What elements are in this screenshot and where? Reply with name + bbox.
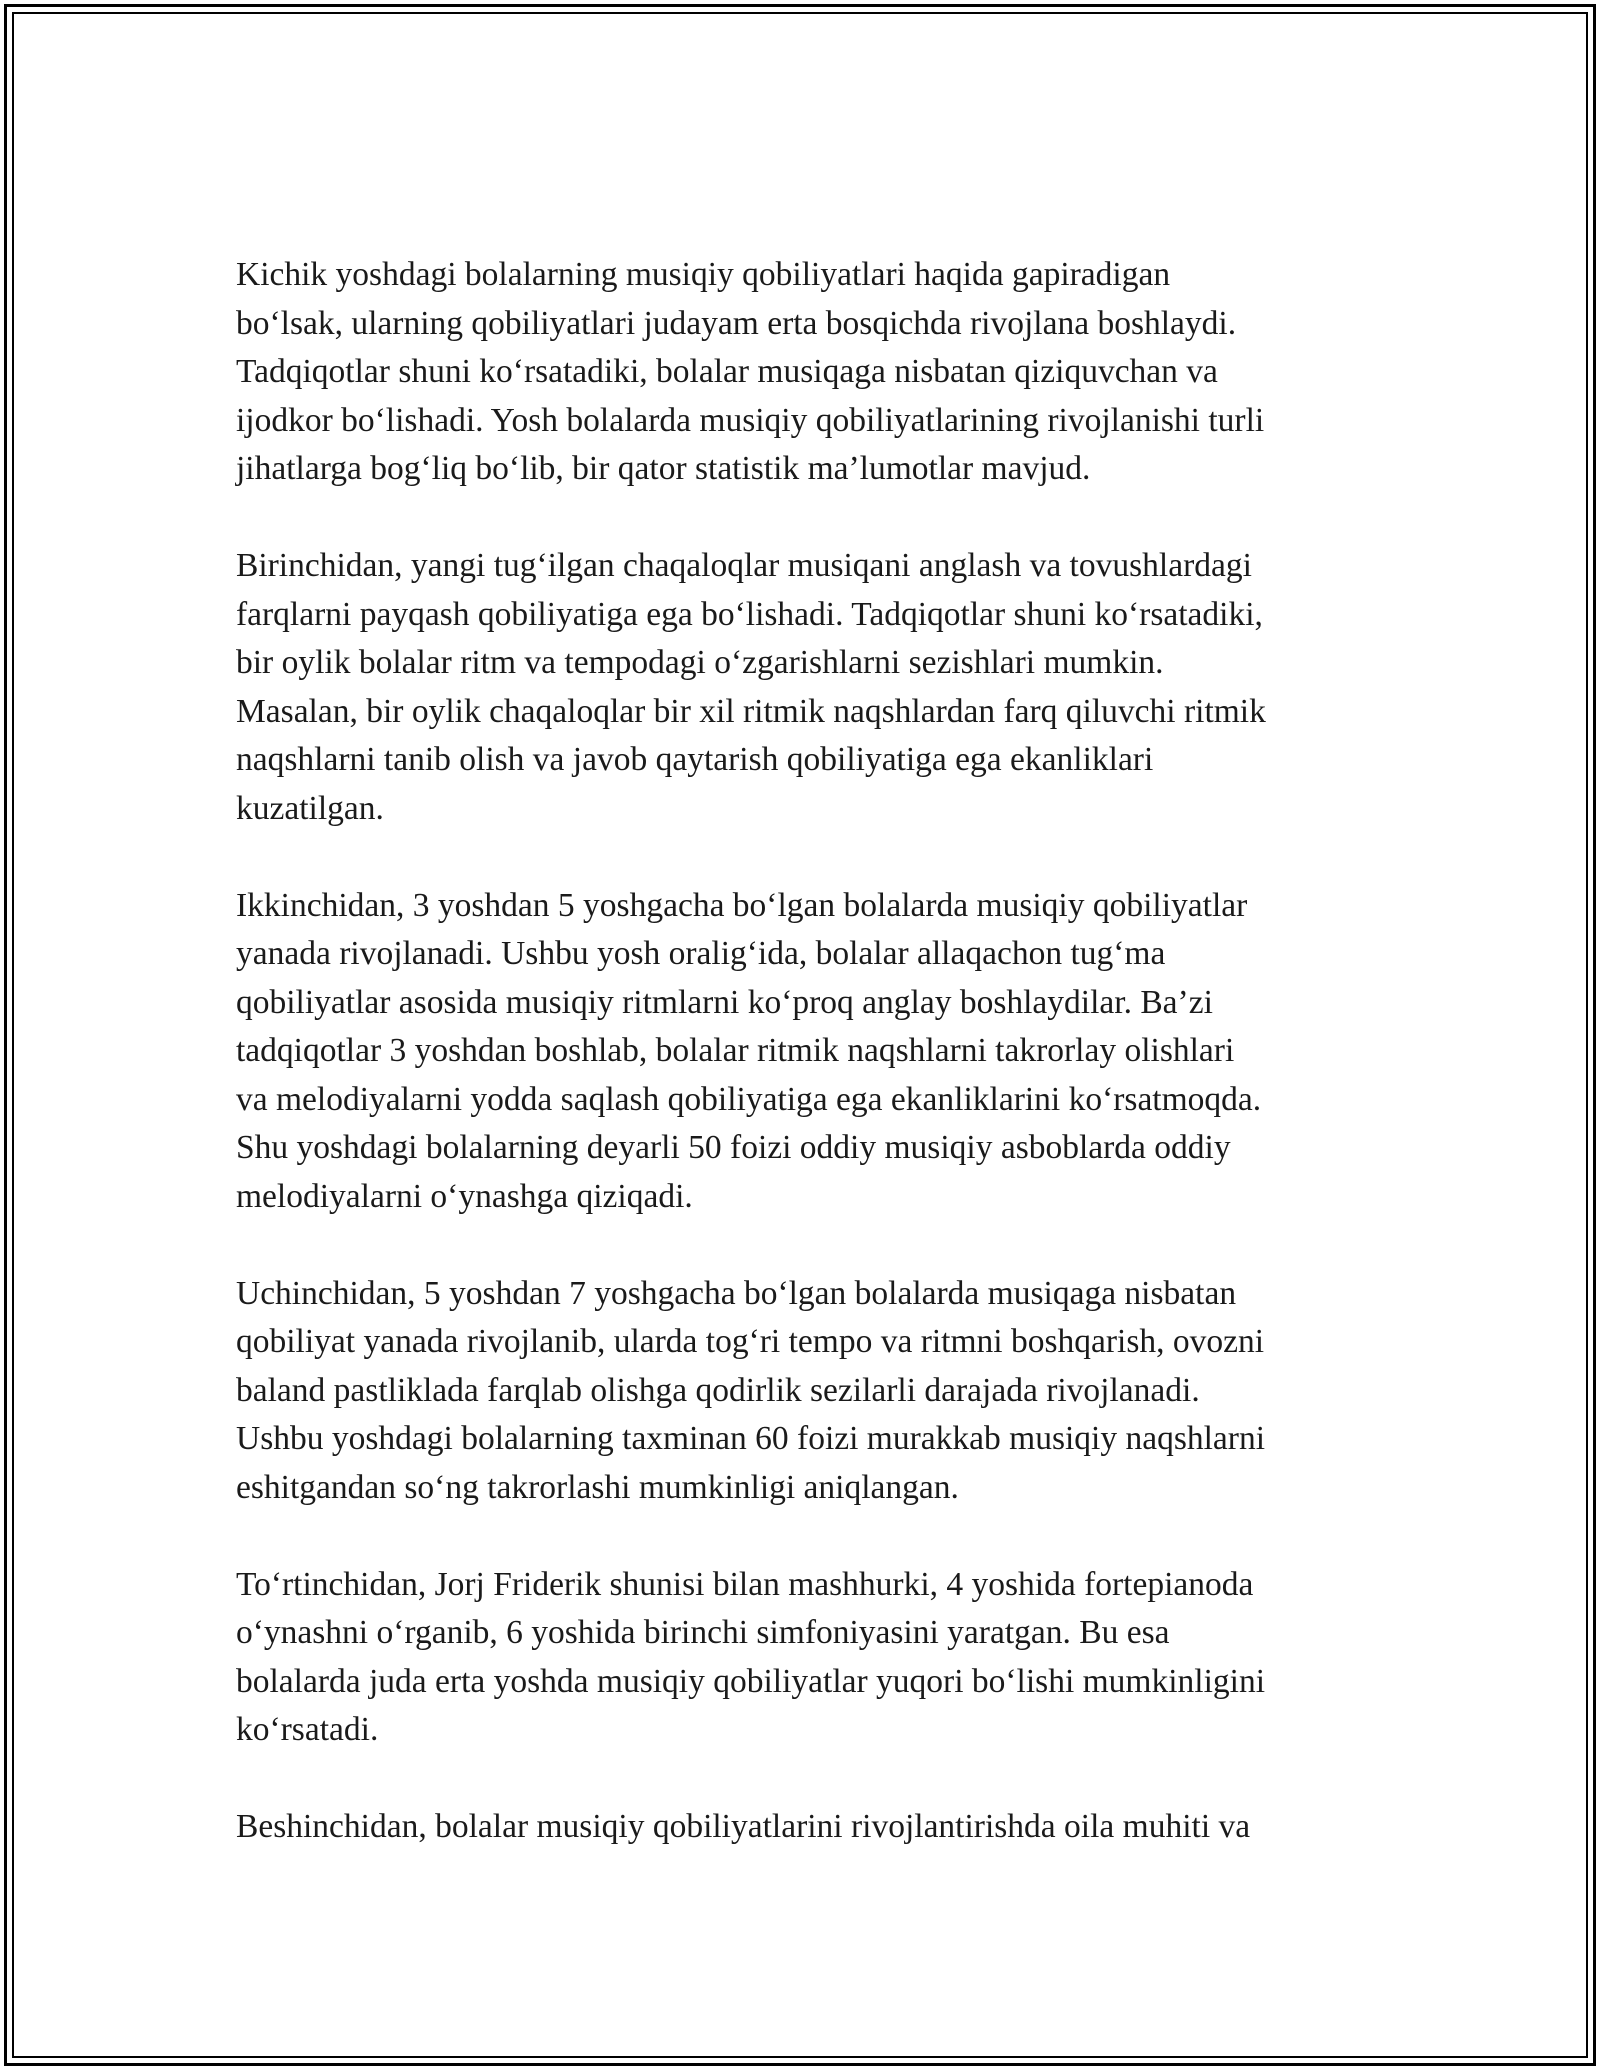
text-line: naqshlarni tanib olish va javob qaytarish qobiliyatiga ega ekanliklari xyxy=(236,741,1154,778)
text-line: Tadqiqotlar shuni ko‘rsatadiki, bolalar musiqaga nisbatan qiziquvchan va xyxy=(236,353,1218,390)
text-line: eshitgandan so‘ng takrorlashi mumkinligi aniqlangan. xyxy=(236,1468,959,1506)
text-line: Ushbu yoshdagi bolalarning taxminan 60 foizi murakkab musiqiy naqshlarni xyxy=(236,1420,1266,1457)
paragraph-6 xyxy=(236,1803,1376,1852)
text-line: o‘ynashni o‘rganib, 6 yoshida birinchi simfoniyasini yaratgan. Bu esa xyxy=(236,1614,1170,1651)
text-line: Uchinchidan, 5 yoshdan 7 yoshgacha bo‘lgan bolalarda musiqaga nisbatan xyxy=(236,1274,1237,1312)
text-line: Masalan, bir oylik chaqaloqlar bir xil ritmik naqshlardan farq qiluvchi ritmik xyxy=(236,692,1266,730)
text-line: Ikkinchidan, 3 yoshdan 5 yoshgacha bo‘lgan bolalarda musiqiy qobiliyatlar xyxy=(236,886,1248,924)
text-line: bir oylik bolalar ritm va tempodagi o‘zgarishlarni sezishlari mumkin. xyxy=(236,644,1164,681)
text-line: qobiliyat yanada rivojlanib, ularda tog‘ri tempo va ritmni boshqarish, ovozni xyxy=(236,1323,1265,1360)
text-line: Beshinchidan, bolalar musiqiy qobiliyatlarini rivojlantirishda oila muhiti va xyxy=(236,1808,1251,1845)
text-line: va melodiyalarni yodda saqlash qobiliyatiga ega ekanliklarini ko‘rsatmoqda. xyxy=(236,1080,1262,1118)
text-line: yanada rivojlanadi. Ushbu yosh oralig‘ida, bolalar allaqachon tug‘ma xyxy=(236,935,1166,972)
text-line: tadqiqotlar 3 yoshdan boshlab, bolalar ritmik naqshlarni takrorlay olishlari xyxy=(236,1032,1235,1069)
text-line: baland pastliklada farqlab olishga qodirlik sezilarli darajada rivojlanadi. xyxy=(236,1371,1200,1409)
text-line: bo‘lsak, ularning qobiliyatlari judayam erta bosqichda rivojlana boshlaydi. xyxy=(236,304,1237,342)
paragraph-1 xyxy=(236,251,1376,494)
paragraph-5 xyxy=(236,1561,1376,1755)
text-line: To‘rtinchidan, Jorj Friderik shunisi bilan mashhurki, 4 yoshida fortepianoda xyxy=(236,1565,1254,1603)
paragraph-2 xyxy=(236,542,1376,833)
text-line: Kichik yoshdagi bolalarning musiqiy qobiliyatlari haqida gapiradigan xyxy=(236,256,1171,293)
paragraph-3 xyxy=(236,882,1376,1222)
paragraph-4 xyxy=(236,1270,1376,1513)
text-line: Shu yoshdagi bolalarning deyarli 50 foizi oddiy musiqiy asboblarda oddiy xyxy=(236,1129,1231,1166)
text-line: farqlarni payqash qobiliyatiga ega bo‘lishadi. Tadqiqotlar shuni ko‘rsatadiki, xyxy=(236,595,1263,633)
text-line: jihatlarga bog‘liq bo‘lib, bir qator statistik ma’lumotlar mavjud. xyxy=(236,450,1091,487)
text-line: bolalarda juda erta yoshda musiqiy qobiliyatlar yuqori bo‘lishi mumkinligini xyxy=(236,1662,1266,1700)
text-line: Birinchidan, yangi tug‘ilgan chaqaloqlar musiqani anglash va tovushlardagi xyxy=(236,547,1252,584)
text-line: ko‘rsatadi. xyxy=(236,1711,379,1748)
document-body xyxy=(236,251,1376,1900)
text-line: kuzatilgan. xyxy=(236,789,384,827)
text-line: ijodkor bo‘lishadi. Yosh bolalarda musiqiy qobiliyatlarining rivojlanishi turli xyxy=(236,401,1265,439)
text-line: qobiliyatlar asosida musiqiy ritmlarni ko‘proq anglay boshlaydilar. Ba’zi xyxy=(236,983,1213,1021)
text-line: melodiyalarni o‘ynashga qiziqadi. xyxy=(236,1177,693,1215)
